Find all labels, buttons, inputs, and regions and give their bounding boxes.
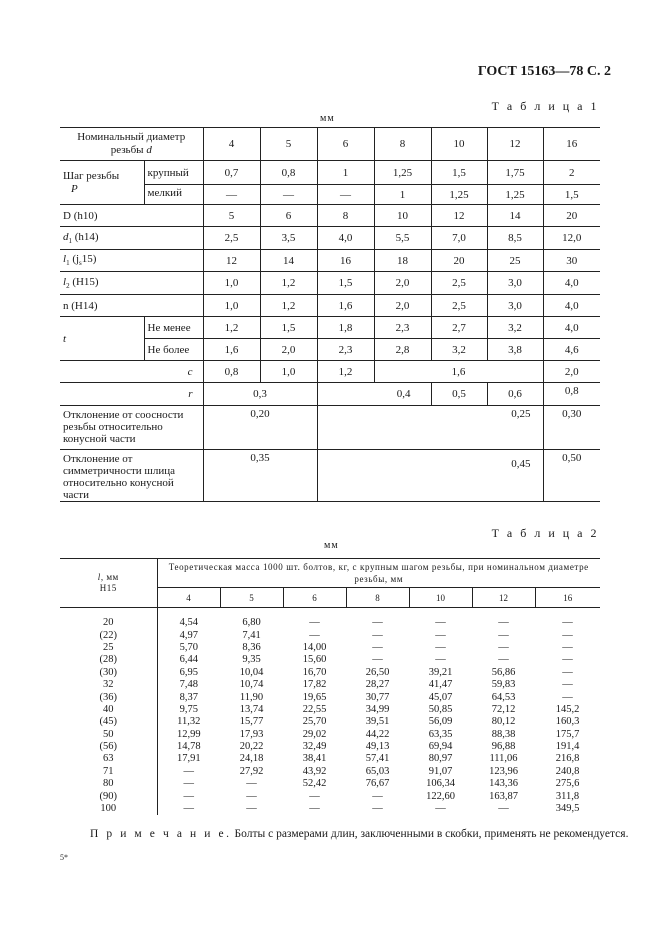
length-cell: 80 — [60, 778, 157, 790]
fine-12: 1,25 — [487, 185, 543, 205]
t2-dia-16: 16 — [535, 588, 600, 608]
t-min-label: Не менее — [144, 317, 203, 339]
mass-cell: 160,3 — [555, 716, 580, 728]
mass-cell: 349,5 — [555, 803, 580, 815]
row-pitch-coarse — [60, 161, 600, 185]
mass-cell: 50,85 — [428, 703, 453, 715]
coax-16: 0,30 — [543, 406, 600, 450]
c-5: 1,0 — [260, 361, 317, 383]
fine-10: 1,25 — [431, 185, 487, 205]
mass-cell: — — [309, 803, 320, 815]
l1-4: 12 — [203, 250, 260, 272]
mass-cell: 275,6 — [555, 778, 580, 790]
r-16: 0,8 — [543, 383, 600, 406]
mass-cell: 88,38 — [491, 728, 516, 740]
sym-16: 0,50 — [543, 450, 600, 502]
mass-cell: 16,70 — [302, 666, 327, 678]
mass-cell: 24,18 — [239, 753, 264, 765]
table-row — [60, 679, 600, 691]
page-header: ГОСТ 15163—78 С. 2 — [477, 64, 611, 79]
table2 — [60, 558, 600, 815]
t2-dia-4: 4 — [157, 588, 220, 608]
n-12: 3,0 — [487, 295, 543, 317]
t-label: t — [60, 317, 144, 361]
d1-6: 4,0 — [317, 227, 374, 250]
lcol-tolerance: H15 — [99, 583, 117, 593]
tmin-10: 2,7 — [431, 317, 487, 339]
mass-cell: — — [309, 790, 320, 802]
d1-12: 8,5 — [487, 227, 543, 250]
table-row — [60, 716, 600, 728]
coarse-12: 1,75 — [487, 161, 543, 185]
mass-cell: — — [183, 803, 194, 815]
note-text: Болты с размерами длин, заключенными в скобки, применять не рекомендуется. — [231, 828, 629, 840]
mass-cell: 6,44 — [179, 654, 198, 666]
l2-symbol: l — [63, 275, 67, 288]
t-max-label: Не более — [144, 339, 203, 361]
mass-cell: 45,07 — [428, 691, 453, 703]
mass-cell: 240,8 — [555, 765, 580, 777]
mass-cell: 27,92 — [239, 765, 264, 777]
d1-subscript: 1 — [68, 237, 72, 246]
sym-4-5: 0,35 — [203, 450, 317, 502]
table1-caption: Т а б л и ц а 1 — [491, 99, 599, 113]
tmin-5: 1,5 — [260, 317, 317, 339]
length-cell: 20 — [60, 608, 157, 630]
D-4: 5 — [203, 205, 260, 227]
length-cell: 32 — [60, 679, 157, 691]
table2-body — [60, 608, 600, 816]
mass-cell: 122,60 — [426, 790, 455, 802]
l1-symbol: l — [63, 253, 67, 266]
mass-cell: 123,96 — [489, 765, 518, 777]
t2-dia-8: 8 — [346, 588, 409, 608]
symmetry-label: Отклонение от симметричности шлица относительно конусной части — [60, 450, 203, 502]
row-d1 — [60, 227, 600, 250]
fine-5: — — [260, 185, 317, 205]
table-row — [60, 691, 600, 703]
l2-tolerance: (H15) — [69, 275, 99, 288]
d1-10: 7,0 — [431, 227, 487, 250]
D-5: 6 — [260, 205, 317, 227]
tmax-8: 2,8 — [374, 339, 431, 361]
table-row — [60, 667, 600, 679]
length-cell: (30) — [60, 667, 157, 679]
table2-head-row — [60, 559, 600, 588]
mass-cell: 39,51 — [365, 716, 390, 728]
mass-cell: 17,82 — [302, 679, 327, 691]
mass-cell: 7,41 — [242, 629, 261, 641]
c-16: 2,0 — [543, 361, 600, 383]
mass-cell: 6,95 — [179, 666, 198, 678]
mass-cell: — — [435, 654, 446, 666]
l1-6: 16 — [317, 250, 374, 272]
length-cell: 25 — [60, 642, 157, 654]
row-c — [60, 361, 600, 383]
coarse-10: 1,5 — [431, 161, 487, 185]
l1-8: 18 — [374, 250, 431, 272]
mass-cell: — — [309, 617, 320, 629]
mass-cell: — — [372, 790, 383, 802]
mass-cell: 52,42 — [302, 778, 327, 790]
mass-cell: 19,65 — [302, 691, 327, 703]
table-row — [60, 704, 600, 716]
mass-cell: 191,4 — [555, 741, 580, 753]
mass-cell: 216,8 — [555, 753, 580, 765]
row-nominal — [60, 128, 600, 161]
mass-cell: 69,94 — [428, 741, 453, 753]
mass-cell: 44,22 — [365, 728, 390, 740]
table-row — [60, 778, 600, 790]
mass-cell: 80,12 — [491, 716, 516, 728]
fine-4: — — [203, 185, 260, 205]
D-16: 20 — [543, 205, 600, 227]
l2-12: 3,0 — [487, 272, 543, 295]
mass-cell: 7,48 — [179, 679, 198, 691]
mass-cell: 30,77 — [365, 691, 390, 703]
mass-cell: 41,47 — [428, 679, 453, 691]
mass-cell: 163,87 — [489, 790, 518, 802]
mass-cell: — — [498, 654, 509, 666]
length-cell: 71 — [60, 766, 157, 778]
mass-cell: 22,55 — [302, 703, 327, 715]
table1-unit: мм — [320, 113, 335, 124]
mass-cell: — — [183, 765, 194, 777]
c-6: 1,2 — [317, 361, 374, 383]
mass-cell: — — [498, 629, 509, 641]
d1-symbol: d — [63, 230, 69, 243]
n-8: 2,0 — [374, 295, 431, 317]
l1-tolerance-sub: s — [79, 259, 82, 268]
l2-5: 1,2 — [260, 272, 317, 295]
mass-cell: — — [372, 641, 383, 653]
tmin-4: 1,2 — [203, 317, 260, 339]
mass-cell: 9,75 — [179, 703, 198, 715]
row-n — [60, 295, 600, 317]
tmax-10: 3,2 — [431, 339, 487, 361]
l2-16: 4,0 — [543, 272, 600, 295]
r-label: r — [60, 383, 203, 406]
r-6-8: 0,4 — [317, 383, 431, 406]
mass-cell: 20,22 — [239, 741, 264, 753]
mass-cell: 11,90 — [239, 691, 264, 703]
mass-cell: — — [372, 617, 383, 629]
c-label: c — [60, 361, 203, 383]
D-8: 10 — [374, 205, 431, 227]
coarse-4: 0,7 — [203, 161, 260, 185]
length-cell: (36) — [60, 691, 157, 703]
mass-cell: — — [562, 629, 573, 641]
tmin-8: 2,3 — [374, 317, 431, 339]
mass-cell: 29,02 — [302, 728, 327, 740]
mass-cell: 28,27 — [365, 679, 390, 691]
mass-cell: 111,06 — [489, 753, 518, 765]
D-12: 14 — [487, 205, 543, 227]
mass-cell: — — [372, 629, 383, 641]
mass-cell: 143,36 — [489, 778, 518, 790]
l1-tolerance-b: 15) — [81, 253, 97, 266]
l2-6: 1,5 — [317, 272, 374, 295]
dia-10: 10 — [431, 128, 487, 161]
fine-8: 1 — [374, 185, 431, 205]
table-row — [60, 729, 600, 741]
mass-cell: 25,70 — [302, 716, 327, 728]
mass-cell: 49,13 — [365, 741, 390, 753]
coax-4-5: 0,20 — [203, 406, 317, 450]
coaxiality-label: Отклонение от соосности резьбы относительно конусной части — [60, 406, 203, 450]
mass-cell: 38,41 — [302, 753, 327, 765]
mass-cell: 76,67 — [365, 778, 390, 790]
tmax-16: 4,6 — [543, 339, 600, 361]
table-row — [60, 642, 600, 654]
mass-cell: — — [435, 803, 446, 815]
n-4: 1,0 — [203, 295, 260, 317]
mass-cell: 12,99 — [176, 728, 201, 740]
n-10: 2,5 — [431, 295, 487, 317]
mass-cell: 8,37 — [179, 691, 198, 703]
mass-cell: 56,09 — [428, 716, 453, 728]
table-row — [60, 790, 600, 802]
l1-12: 25 — [487, 250, 543, 272]
tmax-12: 3,8 — [487, 339, 543, 361]
mass-cell: 13,74 — [239, 703, 264, 715]
row-t-min — [60, 317, 600, 339]
table-row — [60, 629, 600, 641]
coarse-16: 2 — [543, 161, 600, 185]
mass-cell: 17,93 — [239, 728, 264, 740]
D-10: 12 — [431, 205, 487, 227]
lcol-symbol: l — [97, 572, 101, 582]
mass-cell: — — [562, 617, 573, 629]
dia-6: 6 — [317, 128, 374, 161]
mass-cell: 80,97 — [428, 753, 453, 765]
t2-dia-12: 12 — [472, 588, 535, 608]
table-row — [60, 654, 600, 666]
mass-cell: 10,74 — [239, 679, 264, 691]
mass-cell: — — [562, 666, 573, 678]
c-4: 0,8 — [203, 361, 260, 383]
table-row — [60, 803, 600, 815]
mass-cell: — — [246, 803, 257, 815]
table-row — [60, 753, 600, 765]
coarse-label: крупный — [144, 161, 203, 185]
mass-cell: — — [498, 641, 509, 653]
mass-cell: 26,50 — [365, 666, 390, 678]
table-row — [60, 608, 600, 630]
l1-subscript: 1 — [66, 259, 70, 268]
length-cell: (22) — [60, 629, 157, 641]
length-cell: 100 — [60, 803, 157, 815]
mass-cell: — — [562, 679, 573, 691]
fine-6: — — [317, 185, 374, 205]
dia-16: 16 — [543, 128, 600, 161]
mass-cell: 63,35 — [428, 728, 453, 740]
mass-cell: — — [562, 654, 573, 666]
mass-cell: — — [246, 790, 257, 802]
mass-cell: 43,92 — [302, 765, 327, 777]
r-12: 0,6 — [487, 383, 543, 406]
t2-dia-10: 10 — [409, 588, 472, 608]
row-coaxiality — [60, 406, 600, 450]
row-l1 — [60, 250, 600, 272]
mass-cell: — — [562, 691, 573, 703]
mass-cell: 4,97 — [179, 629, 198, 641]
row-symmetry — [60, 450, 600, 502]
row-r — [60, 383, 600, 406]
mass-cell: 64,53 — [491, 691, 516, 703]
nominal-label: Номинальный диаметр резьбы — [77, 131, 186, 156]
d1-tolerance: (h14) — [72, 230, 99, 243]
l2-4: 1,0 — [203, 272, 260, 295]
mass-cell: — — [498, 617, 509, 629]
c-8-12: 1,6 — [374, 361, 543, 383]
mass-cell: — — [435, 641, 446, 653]
mass-cell: 8,36 — [242, 641, 261, 653]
mass-cell: 15,60 — [302, 654, 327, 666]
mass-cell: — — [498, 803, 509, 815]
n-5: 1,2 — [260, 295, 317, 317]
mass-cell: 15,77 — [239, 716, 264, 728]
mass-cell: 14,00 — [302, 641, 327, 653]
t2-dia-5: 5 — [220, 588, 283, 608]
mass-cell: 32,49 — [302, 741, 327, 753]
d1-16: 12,0 — [543, 227, 600, 250]
l2-8: 2,0 — [374, 272, 431, 295]
dia-5: 5 — [260, 128, 317, 161]
mass-cell: — — [372, 654, 383, 666]
mass-cell: — — [309, 629, 320, 641]
row-D — [60, 205, 600, 227]
dia-8: 8 — [374, 128, 431, 161]
mass-cell: 11,32 — [177, 716, 201, 728]
l1-10: 20 — [431, 250, 487, 272]
length-cell: 50 — [60, 729, 157, 741]
mass-cell: 57,41 — [365, 753, 390, 765]
fine-16: 1,5 — [543, 185, 600, 205]
dia-4: 4 — [203, 128, 260, 161]
coarse-5: 0,8 — [260, 161, 317, 185]
sym-6-12: 0,45 — [317, 450, 543, 502]
fine-label: мелкий — [144, 185, 203, 205]
n-label: n (H14) — [60, 295, 203, 317]
tmin-16: 4,0 — [543, 317, 600, 339]
n-16: 4,0 — [543, 295, 600, 317]
tmin-12: 3,2 — [487, 317, 543, 339]
mass-cell: 10,04 — [239, 666, 264, 678]
mass-cell: 106,34 — [426, 778, 455, 790]
mass-cell: 65,03 — [365, 765, 390, 777]
r-4-5: 0,3 — [203, 383, 317, 406]
nominal-symbol: d — [146, 144, 152, 156]
table1 — [60, 127, 600, 502]
l1-5: 14 — [260, 250, 317, 272]
note — [90, 828, 628, 840]
d1-5: 3,5 — [260, 227, 317, 250]
row-l2 — [60, 272, 600, 295]
table-row — [60, 766, 600, 778]
coax-6-12: 0,25 — [317, 406, 543, 450]
table2-unit: мм — [324, 540, 339, 551]
l1-tolerance-a: (j — [69, 253, 80, 266]
length-cell: (28) — [60, 654, 157, 666]
l1-16: 30 — [543, 250, 600, 272]
mass-cell: — — [246, 778, 257, 790]
mass-cell: 39,21 — [428, 666, 453, 678]
mass-cell: 14,78 — [176, 741, 201, 753]
length-cell: (45) — [60, 716, 157, 728]
mass-cell: — — [562, 641, 573, 653]
d1-8: 5,5 — [374, 227, 431, 250]
mass-cell: 72,12 — [491, 703, 516, 715]
page-footer-mark: 5* — [60, 853, 68, 862]
mass-cell: 9,35 — [242, 654, 261, 666]
t2-dia-6: 6 — [283, 588, 346, 608]
coarse-8: 1,25 — [374, 161, 431, 185]
mass-cell: — — [183, 778, 194, 790]
tmax-5: 2,0 — [260, 339, 317, 361]
l2-subscript: 2 — [66, 282, 70, 291]
length-cell: 40 — [60, 704, 157, 716]
mass-cell: 175,7 — [555, 728, 580, 740]
mass-cell: 311,8 — [555, 790, 580, 802]
d1-4: 2,5 — [203, 227, 260, 250]
mass-cell: — — [372, 803, 383, 815]
mass-cell: — — [183, 790, 194, 802]
mass-cell: 96,88 — [491, 741, 516, 753]
mass-cell: — — [435, 629, 446, 641]
length-cell: 63 — [60, 753, 157, 765]
mass-cell: 4,54 — [179, 617, 198, 629]
mass-cell: 6,80 — [242, 617, 261, 629]
mass-cell: 5,70 — [179, 641, 198, 653]
dia-12: 12 — [487, 128, 543, 161]
mass-cell: — — [435, 617, 446, 629]
tmax-4: 1,6 — [203, 339, 260, 361]
D-label: D (h10) — [60, 205, 203, 227]
mass-cell: 91,07 — [428, 765, 453, 777]
lcol-unit: , мм — [100, 572, 119, 582]
table2-caption: Т а б л и ц а 2 — [491, 526, 599, 540]
n-6: 1,6 — [317, 295, 374, 317]
pitch-symbol: P — [71, 182, 78, 195]
l2-10: 2,5 — [431, 272, 487, 295]
mass-cell: 34,99 — [365, 703, 390, 715]
table2-title: Теоретическая масса 1000 шт. болтов, кг, с крупным шагом резьбы, при номинальном диаметре резьбы, мм — [157, 559, 600, 588]
mass-cell: 56,86 — [491, 666, 516, 678]
pitch-label: Шаг резьбы — [63, 169, 120, 182]
r-10: 0,5 — [431, 383, 487, 406]
coarse-6: 1 — [317, 161, 374, 185]
mass-cell: 145,2 — [555, 703, 580, 715]
mass-cell: 17,91 — [176, 753, 201, 765]
mass-cell: 59,83 — [491, 679, 516, 691]
length-cell: (90) — [60, 790, 157, 802]
length-cell: (56) — [60, 741, 157, 753]
note-lead: П р и м е ч а н и е. — [90, 828, 232, 840]
table-row — [60, 741, 600, 753]
tmax-6: 2,3 — [317, 339, 374, 361]
tmin-6: 1,8 — [317, 317, 374, 339]
D-6: 8 — [317, 205, 374, 227]
